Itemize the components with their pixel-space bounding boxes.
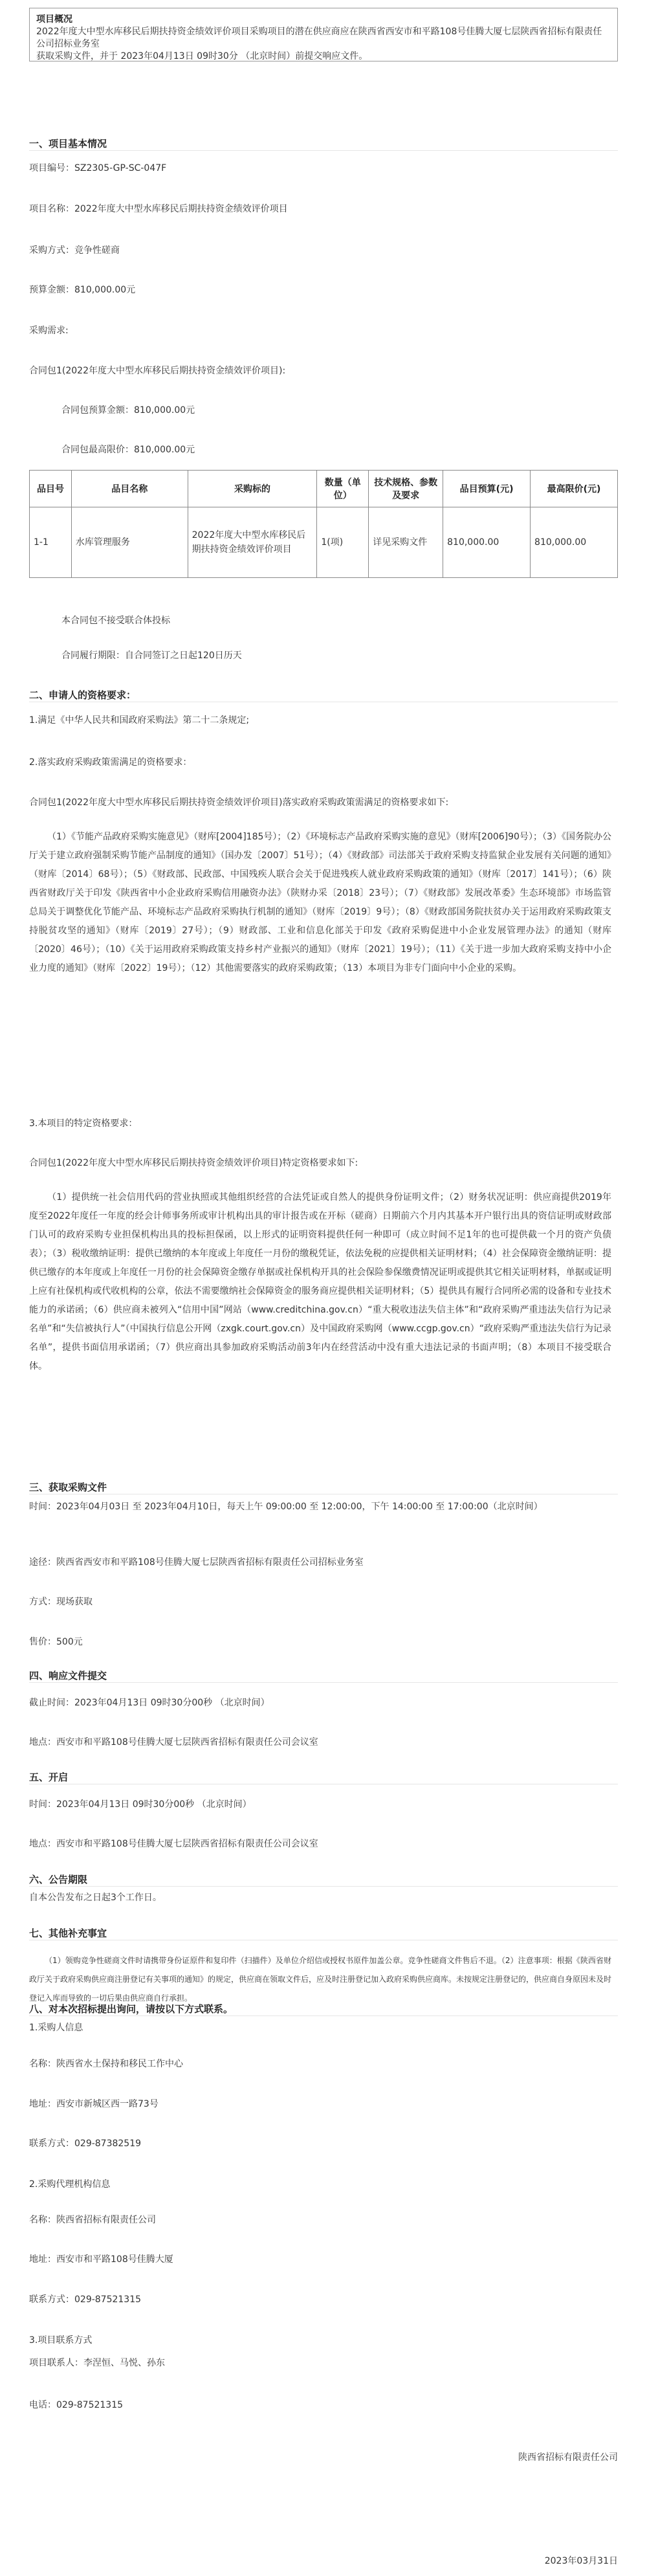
submission-deadline: 截止时间：2023年04月13日 09时30分00秒 （北京时间） (29, 1698, 270, 1708)
section-2-heading: 二、申请人的资格要求： (29, 689, 137, 701)
table-cell: 1-1 (30, 507, 72, 578)
notice-period: 自本公告发布之日起3个工作日。 (29, 1893, 162, 1903)
buyer-info-label: 1.采购人信息 (29, 2023, 83, 2033)
procurement-requirement-label: 采购需求: (29, 326, 69, 336)
table-header-cell: 采购标的 (188, 471, 317, 507)
table-cell: 810,000.00 (443, 507, 531, 578)
package-max-price: 合同包最高限价：810,000.00元 (61, 445, 195, 455)
table-cell: 2022年度大中型水库移民后期扶持资金绩效评价项目 (188, 507, 317, 578)
table-cell: 详见采购文件 (369, 507, 443, 578)
buyer-phone: 联系方式：029-87382519 (29, 2138, 142, 2149)
agent-phone: 联系方式：029-87521315 (29, 2294, 142, 2305)
project-overview-box (29, 8, 618, 61)
qualification-item-3: 3.本项目的特定资格要求： (29, 1118, 138, 1129)
section-6-heading: 六、公告期限 (29, 1874, 88, 1885)
policy-package-title: 合同包1(2022年度大中型水库移民后期扶持资金绩效评价项目)落实政府采购政策需满足的资格要求如下: (29, 797, 449, 808)
document-price: 售价：500元 (29, 1637, 83, 1647)
signing-date: 2023年03月31日 (544, 2556, 618, 2566)
opening-place: 地点：西安市和平路108号佳腾大厦七层陕西省招标有限责任公司会议室 (29, 1839, 318, 1849)
contact-people: 项目联系人：李涅恒、马悦、孙东 (29, 2358, 165, 2368)
obtain-mode: 方式：现场获取 (29, 1597, 93, 1607)
section-4-heading: 四、响应文件提交 (29, 1670, 107, 1682)
table-cell: 水库管理服务 (71, 507, 188, 578)
obtain-time: 时间：2023年04月03日 至 2023年04月10日，每天上午 09:00:00 至 12:00:00，下午 14:00:00 至 17:00:00（北京时间） (29, 1502, 543, 1512)
buyer-name: 名称：陕西省水土保持和移民工作中心 (29, 2059, 183, 2069)
divider (29, 150, 618, 151)
section-7-heading: 七、其他补充事宜 (29, 1927, 107, 1939)
supplementary-text: （1）领购竞争性磋商文件时请携带身份证原件和复印件（扫描件）及单位介绍信或授权书原件加盖公章。竞争性磋商文件售后不退。（2）注意事项：根据《陕西省财政厅关于政府采购供应商注册登记有关事项的通知》的规定，供应商在领取文件后，应及时注册登记加入政府采购供应商库。未按规定注册登记的，供应商自身原因未及时登记入库而导致的一切后果由供应商自行承担。 (29, 1956, 612, 2003)
no-consortium-note: 本合同包不接受联合体投标 (61, 616, 170, 626)
contract-package-title: 合同包1(2022年度大中型水库移民后期扶持资金绩效评价项目): (29, 366, 286, 376)
budget-amount: 预算金额：810,000.00元 (29, 285, 136, 295)
qualification-item-1: 1.满足《中华人民共和国政府采购法》第二十二条规定; (29, 715, 250, 726)
project-name: 项目名称：2022年度大中型水库移民后期扶持资金绩效评价项目 (29, 204, 288, 214)
opening-time: 时间：2023年04月13日 09时30分00秒 （北京时间） (29, 1799, 252, 1810)
divider (29, 2015, 618, 2016)
contact-label: 3.项目联系方式 (29, 2335, 93, 2346)
section-5-heading: 五、开启 (29, 1771, 69, 1783)
contract-term: 合同履行期限：自合同签订之日起120日历天 (61, 650, 242, 661)
signing-organization: 陕西省招标有限责任公司 (518, 2452, 618, 2463)
table-cell: 1(项) (317, 507, 369, 578)
agent-info-label: 2.采购代理机构信息 (29, 2179, 111, 2190)
package-budget: 合同包预算金额：810,000.00元 (61, 405, 195, 416)
table-header-cell: 技术规格、参数及要求 (369, 471, 443, 507)
table-header-cell: 最高限价(元) (531, 471, 618, 507)
table-header-cell: 品目号 (30, 471, 72, 507)
specific-requirements-text: （1）提供统一社会信用代码的营业执照或其他组织经营的合法凭证或自然人的提供身份证明文件；（2）财务状况证明：供应商提供2019年度至2022年度任一年度的经会计师事务所或审计机构出具的审计报告或在开标（磋商）日期前六个月内其基本开户银行出具的资信证明或财政部门认可的政府采购专业担保机构出具的投标担保函，以上形式的证明资料提供任何一种即可（成立时间不足1年的也可提供截一个月的资产负债表）；（3）税收缴纳证明：提供已缴纳的本年度或上年度任一月份的缴税凭证，依法免税的应提供相关证明材料；（4）社会保障资金缴纳证明：提供已缴存的本年度或上年度任一月份的社会保障资金缴存单据或社保机构开具的社会保险参保缴费情况证明或提供其它相关证明材料，单据或证明上应有社保机构或代收机构的公章，依法不需要缴纳社会保障资金的服务商应提供相关证明材料；（5）提供具有履行合同所必需的设备和专业技术能力的承诺函；（6）供应商未被列入“信用中国”网站（www.creditchina.gov.cn）“重大税收违法失信主体”和“政府采购严重违法失信行为记录名单”和“失信被执行人”（中国执行信息公开网（zxgk.court.gov.cn）及中国政府采购网（www.ccgp.gov.cn）“政府采购严重违法失信行为记录名单”，提供书面信用承诺函；（7）供应商出具参加政府采购活动前3年内在经营活动中没有重大违法记录的书面声明；（8）本项目不接受联合体。 (29, 1192, 611, 1371)
policy-requirements-text: （1）《节能产品政府采购实施意见》（财库[2004]185号）；（2）《环境标志产品政府采购实施的意见》（财库[2006]90号）；（3）《国务院办公厅关于建立政府强制采购节能产品制度的通知》（国办发〔2007〕51号）；（4）《财政部》司法部关于政府采购支持监狱企业发展有关问题的通知》（财库〔2014〕68号）；（5）《财政部、民政部、中国残疾人联合会关于促进残疾人就业政府采购政策的通知》（财库〔2017〕141号）；（6）陕西省财政厅关于印发《陕西省中小企业政府采购信用融资办法》（陕财办采〔2018〕23号）；（7）《财政部》发展改革委》生态环境部》市场监管总局关于调整优化节能产品、环境标志产品政府采购执行机制的通知》（财库〔2019〕9号）；（8）《财政部国务院扶贫办关于运用政府采购政策支持脱贫攻坚的通知》（财库〔2019〕27号）；（9）财政部、工业和信息化部关于印发《政府采购促进中小企业发展管理办法》的通知（财库〔2020〕46号）；（10）《关于运用政府采购政策支持乡村产业振兴的通知》（财库〔2021〕19号）；（11）《关于进一步加大政府采购支持中小企业力度的通知》（财库〔2022〕19号）；（12）其他需要落实的政府采购政策；（13）本项目为非专门面向中小企业的采购。 (29, 832, 611, 973)
section-8-heading: 八、对本次招标提出询问，请按以下方式联系。 (29, 2003, 234, 2015)
agent-name: 名称：陕西省招标有限责任公司 (29, 2215, 156, 2225)
submission-place: 地点：西安市和平路108号佳腾大厦七层陕西省招标有限责任公司会议室 (29, 1737, 318, 1748)
table-header-cell: 品目名称 (71, 471, 188, 507)
overview-line-1: 2022年度大中型水库移民后期扶持资金绩效评价项目采购项目的潜在供应商应在陕西省西安市和平路108号佳腾大厦七层陕西省招标有限责任公司招标业务室 (36, 27, 602, 49)
project-number: 项目编号：SZ2305-GP-SC-047F (29, 163, 167, 173)
table-header-cell: 数量（单位） (317, 471, 369, 507)
section-1-heading: 一、项目基本情况 (29, 138, 107, 150)
procurement-method: 采购方式：竞争性磋商 (29, 245, 120, 256)
overview-line-2: 获取采购文件，并于 2023年04月13日 09时30分 （北京时间）前提交响应文件。 (36, 51, 368, 61)
section-3-heading: 三、获取采购文件 (29, 1482, 107, 1493)
buyer-address: 地址：西安市新城区西一路73号 (29, 2099, 159, 2109)
overview-title: 项目概况 (36, 14, 72, 25)
qualification-item-2: 2.落实政府采购政策需满足的资格要求： (29, 757, 192, 768)
obtain-place: 途径：陕西省西安市和平路108号佳腾大厦七层陕西省招标有限责任公司招标业务室 (29, 1557, 364, 1568)
items-table (29, 470, 618, 578)
table-header-row (30, 471, 618, 507)
divider (29, 1682, 618, 1683)
table-row (30, 507, 618, 578)
contact-phone: 电话：029-87521315 (29, 2400, 124, 2410)
divider (29, 1886, 618, 1887)
table-header-cell: 品目预算(元) (443, 471, 531, 507)
table-cell: 810,000.00 (531, 507, 618, 578)
agent-address: 地址：西安市和平路108号佳腾大厦 (29, 2254, 173, 2265)
specific-package-title: 合同包1(2022年度大中型水库移民后期扶持资金绩效评价项目)特定资格要求如下: (29, 1158, 358, 1168)
